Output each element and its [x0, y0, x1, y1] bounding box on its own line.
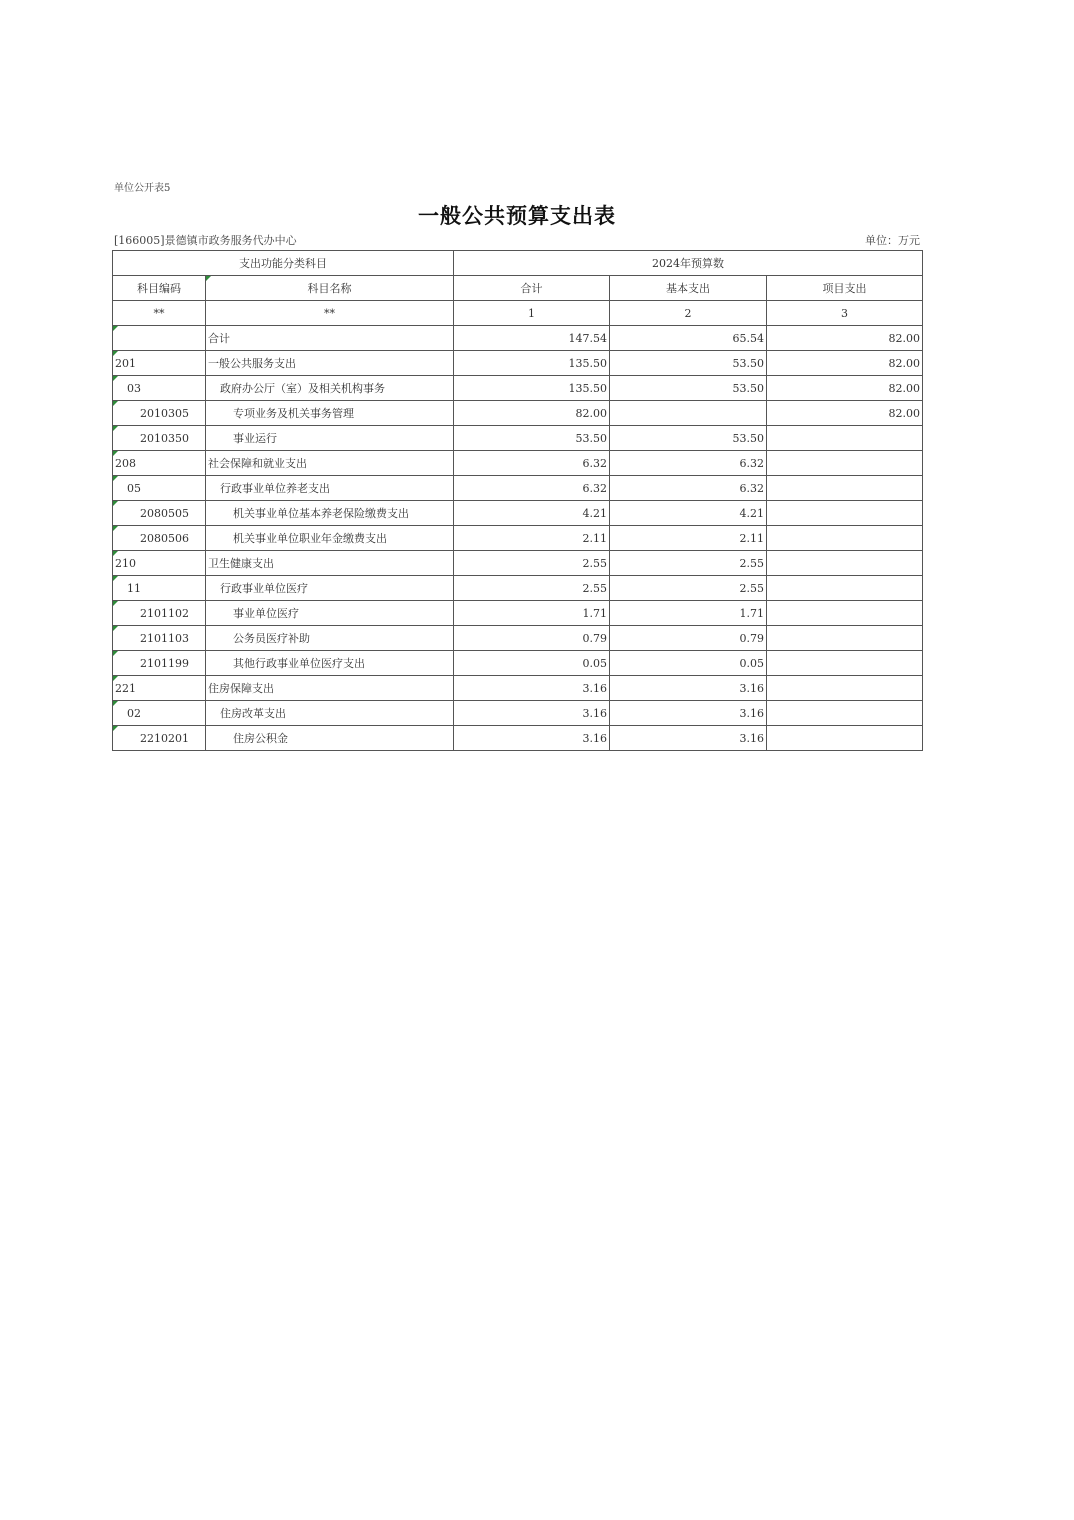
table-row	[113, 726, 923, 751]
cell-total: 3.16	[454, 701, 610, 726]
cell-total: 3.16	[454, 726, 610, 751]
cell-basic: 53.50	[610, 376, 767, 401]
header-index-row	[113, 301, 923, 326]
page-title: 一般公共预算支出表	[418, 203, 616, 228]
cell-name: 机关事业单位基本养老保险缴费支出	[206, 501, 454, 526]
cell-code: 221	[113, 676, 206, 701]
cell-total: 1.71	[454, 601, 610, 626]
cell-code: 2010350	[113, 426, 206, 451]
cell-project	[767, 576, 923, 601]
cell-basic: 4.21	[610, 501, 767, 526]
cell-code: 2101199	[113, 651, 206, 676]
table-row	[113, 626, 923, 651]
cell-code: 2010305	[113, 401, 206, 426]
cell-project	[767, 626, 923, 651]
cell-total: 135.50	[454, 376, 610, 401]
cell-basic: 0.79	[610, 626, 767, 651]
cell-name: 合计	[206, 326, 454, 351]
cell-basic: 2.11	[610, 526, 767, 551]
cell-project	[767, 526, 923, 551]
cell-code: 2080505	[113, 501, 206, 526]
header-idx-basic: 2	[610, 301, 767, 326]
cell-code: 05	[113, 476, 206, 501]
cell-basic: 3.16	[610, 676, 767, 701]
table-row	[113, 701, 923, 726]
header-columns-row	[113, 276, 923, 301]
cell-total: 6.32	[454, 476, 610, 501]
cell-basic: 6.32	[610, 451, 767, 476]
table-row	[113, 451, 923, 476]
cell-code: 210	[113, 551, 206, 576]
table-row	[113, 576, 923, 601]
header-col-basic: 基本支出	[610, 276, 767, 301]
cell-project	[767, 726, 923, 751]
table-row	[113, 426, 923, 451]
cell-basic: 2.55	[610, 576, 767, 601]
cell-project	[767, 426, 923, 451]
cell-name: 卫生健康支出	[206, 551, 454, 576]
cell-code: 2210201	[113, 726, 206, 751]
cell-total: 147.54	[454, 326, 610, 351]
cell-basic: 53.50	[610, 426, 767, 451]
unit-name: [166005]景德镇市政务服务代办中心	[114, 234, 297, 247]
cell-project	[767, 701, 923, 726]
cell-project	[767, 551, 923, 576]
table-row	[113, 551, 923, 576]
budget-table	[112, 250, 923, 751]
cell-code: 208	[113, 451, 206, 476]
cell-basic: 1.71	[610, 601, 767, 626]
cell-project: 82.00	[767, 376, 923, 401]
header-idx-name: **	[206, 301, 454, 326]
table-row	[113, 676, 923, 701]
header-group-left: 支出功能分类科目	[113, 251, 454, 276]
cell-total: 0.05	[454, 651, 610, 676]
cell-name: 其他行政事业单位医疗支出	[206, 651, 454, 676]
cell-name: 社会保障和就业支出	[206, 451, 454, 476]
cell-total: 0.79	[454, 626, 610, 651]
table-row	[113, 651, 923, 676]
cell-total: 2.55	[454, 576, 610, 601]
cell-code: 2101103	[113, 626, 206, 651]
cell-basic: 3.16	[610, 726, 767, 751]
cell-total: 53.50	[454, 426, 610, 451]
cell-total: 135.50	[454, 351, 610, 376]
cell-project	[767, 651, 923, 676]
cell-name: 一般公共服务支出	[206, 351, 454, 376]
cell-code: 2101102	[113, 601, 206, 626]
header-group-right: 2024年预算数	[454, 251, 923, 276]
cell-name: 住房保障支出	[206, 676, 454, 701]
cell-total: 82.00	[454, 401, 610, 426]
cell-basic	[610, 401, 767, 426]
cell-total: 2.55	[454, 551, 610, 576]
cell-basic: 65.54	[610, 326, 767, 351]
cell-basic: 6.32	[610, 476, 767, 501]
cell-name: 行政事业单位医疗	[206, 576, 454, 601]
table-row	[113, 476, 923, 501]
header-idx-total: 1	[454, 301, 610, 326]
table-row	[113, 326, 923, 351]
header-col-name: 科目名称	[206, 276, 454, 301]
header-col-total: 合计	[454, 276, 610, 301]
cell-name: 住房改革支出	[206, 701, 454, 726]
cell-project: 82.00	[767, 351, 923, 376]
cell-code	[113, 326, 206, 351]
cell-name: 政府办公厅（室）及相关机构事务	[206, 376, 454, 401]
cell-total: 4.21	[454, 501, 610, 526]
cell-total: 2.11	[454, 526, 610, 551]
unit-label: 单位：万元	[865, 234, 920, 247]
table-row	[113, 376, 923, 401]
header-idx-code: **	[113, 301, 206, 326]
table-row	[113, 501, 923, 526]
table-row	[113, 601, 923, 626]
cell-code: 2080506	[113, 526, 206, 551]
cell-basic: 53.50	[610, 351, 767, 376]
cell-project: 82.00	[767, 401, 923, 426]
table-row	[113, 526, 923, 551]
cell-name: 行政事业单位养老支出	[206, 476, 454, 501]
cell-code: 11	[113, 576, 206, 601]
cell-project	[767, 476, 923, 501]
cell-total: 6.32	[454, 451, 610, 476]
header-group-row	[113, 251, 923, 276]
cell-code: 02	[113, 701, 206, 726]
cell-project: 82.00	[767, 326, 923, 351]
cell-code: 03	[113, 376, 206, 401]
cell-name: 事业单位医疗	[206, 601, 454, 626]
cell-project	[767, 601, 923, 626]
cell-project	[767, 501, 923, 526]
table-row	[113, 401, 923, 426]
cell-basic: 0.05	[610, 651, 767, 676]
cell-name: 机关事业单位职业年金缴费支出	[206, 526, 454, 551]
cell-basic: 2.55	[610, 551, 767, 576]
header-col-code: 科目编码	[113, 276, 206, 301]
cell-name: 事业运行	[206, 426, 454, 451]
header-col-project: 项目支出	[767, 276, 923, 301]
cell-total: 3.16	[454, 676, 610, 701]
cell-code: 201	[113, 351, 206, 376]
cell-project	[767, 676, 923, 701]
sheet-label: 单位公开表5	[114, 183, 171, 194]
cell-name: 公务员医疗补助	[206, 626, 454, 651]
cell-basic: 3.16	[610, 701, 767, 726]
cell-name: 专项业务及机关事务管理	[206, 401, 454, 426]
header-idx-project: 3	[767, 301, 923, 326]
cell-project	[767, 451, 923, 476]
table-row	[113, 351, 923, 376]
cell-name: 住房公积金	[206, 726, 454, 751]
